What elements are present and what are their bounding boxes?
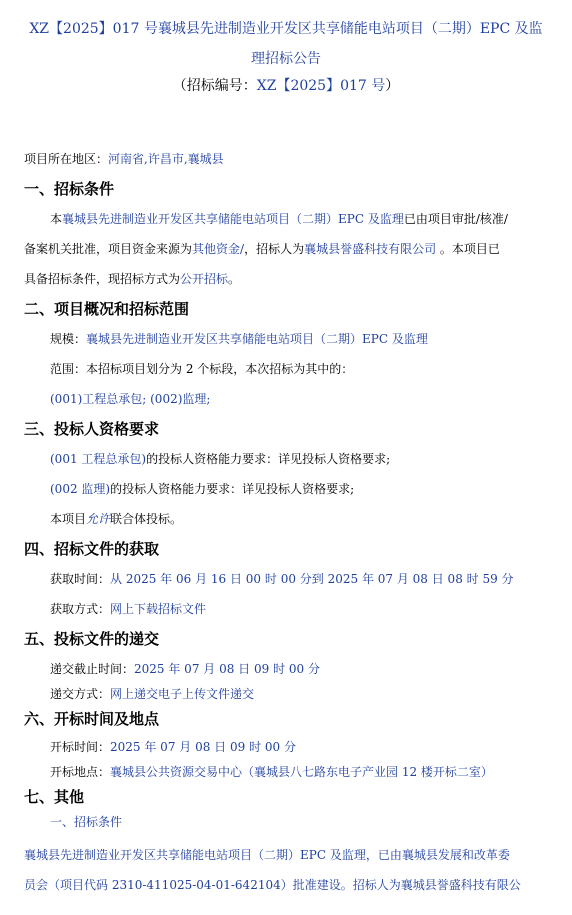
s1-text-b: 已由项目审批/核准/ <box>403 212 508 226</box>
s3-joint-a: 本项目 <box>50 512 87 526</box>
s7-paragraph-line-1: 襄城县先进制造业开发区共享储能电站项目（二期）EPC 及监理，已由襄城县发展和改革委 <box>24 848 510 862</box>
tender-code-prefix: （招标编号： <box>172 78 257 94</box>
s1-text-f: 具备招标条件，现招标方式为 <box>24 272 181 286</box>
s1-line-3 <box>24 270 240 287</box>
section-5-heading: 五、投标文件的递交 <box>24 630 160 648</box>
s3-req1-lot: (001 工程总承包) <box>50 452 147 466</box>
s5-deadline <box>50 660 320 677</box>
s4-time-value: 从 2025 年 06 月 16 日 00 时 00 分到 2025 年 07 月 08 日 08 时 59 分 <box>110 572 514 586</box>
s1-text-d: ，招标人为 <box>244 242 305 256</box>
tender-code-suffix: ） <box>385 78 400 94</box>
s3-joint-b: 联合体投标。 <box>110 512 183 526</box>
s2-scale <box>50 330 428 347</box>
section-3-heading: 三、投标人资格要求 <box>24 420 160 438</box>
s1-text-e: 。本项目已 <box>436 242 500 256</box>
s4-method-label: 获取方式： <box>50 602 111 616</box>
s1-line-1 <box>50 210 508 227</box>
s6-place-label: 开标地点： <box>50 765 111 779</box>
section-2-heading: 二、项目概况和招标范围 <box>24 300 190 318</box>
s1-text-c: 备案机关批准，项目资金来源为 <box>24 242 193 256</box>
s3-req-2 <box>50 480 354 497</box>
section-7-heading: 七、其他 <box>24 788 85 806</box>
s5-method-label: 递交方式： <box>50 687 111 701</box>
s2-scale-value: 襄城县先进制造业开发区共享储能电站项目（二期）EPC 及监理 <box>86 332 428 346</box>
s3-req-1 <box>50 450 390 467</box>
s4-time <box>50 570 514 587</box>
s6-time-value: 2025 年 07 月 08 日 09 时 00 分 <box>110 740 296 754</box>
s2-range: 范围：本招标项目划分为 2 个标段，本次招标为其中的： <box>50 362 354 376</box>
s7-paragraph-line-2: 员会（项目代码 2310-411025-04-01-642104）批准建设。招标人为襄城县誉盛科技有限公 <box>24 878 521 892</box>
s2-scale-label: 规模： <box>50 332 87 346</box>
s4-method-value: 网上下载招标文件 <box>110 602 207 616</box>
region-label: 项目所在地区： <box>24 152 109 166</box>
s3-req2-text: 的投标人资格能力要求：详见投标人资格要求; <box>110 482 355 496</box>
s5-deadline-label: 递交截止时间： <box>50 662 135 676</box>
project-region <box>24 150 224 167</box>
s3-req1-text: 的投标人资格能力要求：详见投标人资格要求; <box>146 452 391 466</box>
s4-time-label: 获取时间： <box>50 572 111 586</box>
tender-code <box>0 75 572 95</box>
region-value: 河南省,许昌市,襄城县 <box>108 152 224 166</box>
s4-method <box>50 600 206 617</box>
s2-lots: (001)工程总承包; (002)监理; <box>50 392 211 406</box>
s6-time <box>50 738 296 755</box>
s5-method-value: 网上递交电子上传文件递交 <box>110 687 255 701</box>
s1-text-g: 。 <box>228 272 241 286</box>
s3-joint <box>50 510 182 527</box>
s6-place-value: 襄城县公共资源交易中心（襄城县八七路东电子产业园 12 楼开标二室） <box>110 765 493 779</box>
title-line-2: 理招标公告 <box>251 51 321 67</box>
s1-fund-source: 其他资金/ <box>192 242 245 256</box>
section-1-heading: 一、招标条件 <box>24 180 115 198</box>
section-4-heading: 四、招标文件的获取 <box>24 540 160 558</box>
s6-place <box>50 763 493 780</box>
s1-project-name: 襄城县先进制造业开发区共享储能电站项目（二期）EPC 及监理 <box>62 212 404 226</box>
s5-method <box>50 685 254 702</box>
title-line-1: XZ【2025】017 号襄城县先进制造业开发区共享储能电站项目（二期）EPC 及监 <box>29 21 543 37</box>
tender-code-value: XZ【2025】017 号 <box>256 78 386 94</box>
s1-method: 公开招标 <box>180 272 229 286</box>
s3-joint-allow: 允许 <box>86 512 111 526</box>
announcement-title <box>10 14 562 74</box>
section-6-heading: 六、开标时间及地点 <box>24 710 160 728</box>
s7-sub-heading: 一、招标条件 <box>50 815 123 829</box>
s3-req2-lot: (002 监理) <box>50 482 111 496</box>
s6-time-label: 开标时间： <box>50 740 111 754</box>
s1-owner: 襄城县誉盛科技有限公司 <box>304 242 437 256</box>
s1-line-2 <box>24 240 500 257</box>
s1-text-a: 本 <box>50 212 63 226</box>
s5-deadline-value: 2025 年 07 月 08 日 09 时 00 分 <box>134 662 320 676</box>
